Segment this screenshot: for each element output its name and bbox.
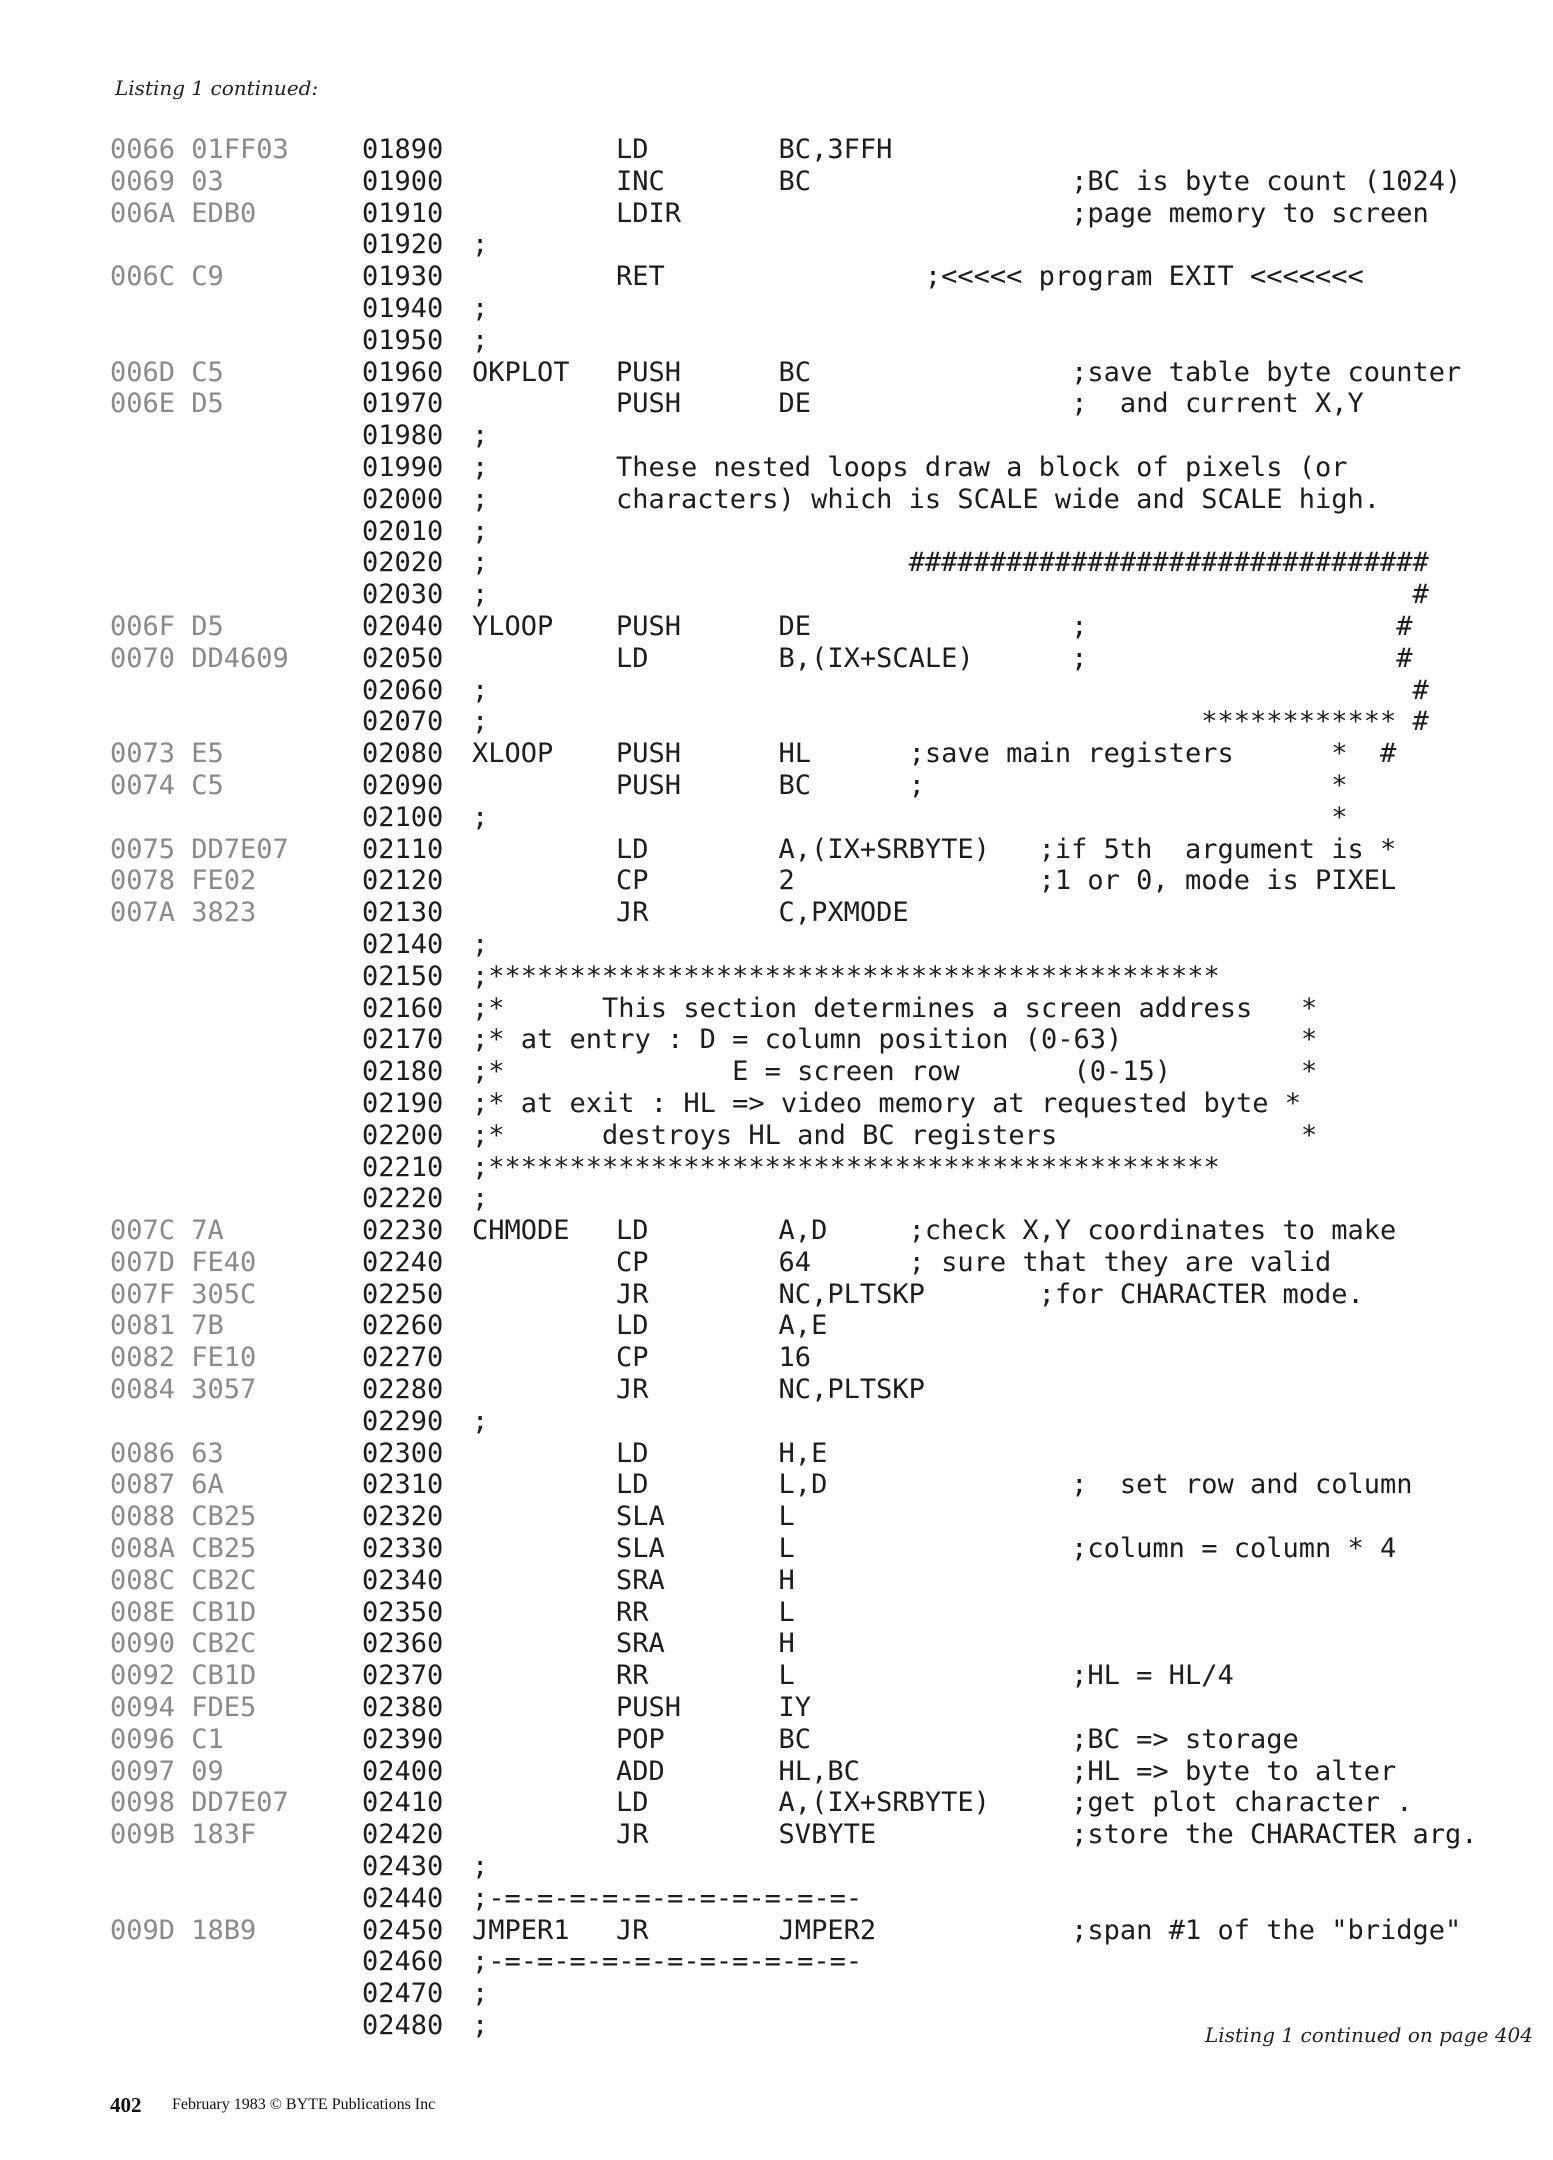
line-number: 02320 xyxy=(362,1501,444,1533)
address-code: 0097 09 xyxy=(110,1755,224,1787)
instruction-text: RR L xyxy=(616,1596,795,1628)
instruction-text: JR SVBYTE ;store the CHARACTER arg. xyxy=(616,1819,1478,1851)
listing-row xyxy=(108,198,1528,230)
label-field: OKPLOT xyxy=(472,356,570,388)
line-number: 02040 xyxy=(362,610,444,642)
instruction-text: SLA L xyxy=(616,1501,795,1533)
address-code: 0070 DD4609 xyxy=(110,642,289,674)
line-number: 02210 xyxy=(362,1151,444,1183)
instruction-text: ADD HL,BC ;HL => byte to alter xyxy=(616,1755,1397,1787)
listing-row xyxy=(108,1024,1528,1056)
label-field: ; xyxy=(472,801,489,833)
label-field: ; xyxy=(472,324,489,356)
instruction-text: LD A,(IX+SRBYTE) ;if 5th argument is * xyxy=(616,833,1397,865)
line-number: 02290 xyxy=(362,1405,444,1437)
address-code: 0084 3057 xyxy=(110,1374,257,1406)
label-field: ; xyxy=(472,1405,489,1437)
line-number: 02130 xyxy=(362,897,444,929)
address-code: 008E CB1D xyxy=(110,1596,257,1628)
instruction-text: PUSH BC ; * xyxy=(616,769,1348,801)
listing-row xyxy=(108,1756,1528,1788)
listing-row xyxy=(108,1533,1528,1565)
line-number: 02360 xyxy=(362,1628,444,1660)
line-number: 02220 xyxy=(362,1183,444,1215)
address-code: 0086 63 xyxy=(110,1437,224,1469)
address-code: 0066 01FF03 xyxy=(110,134,289,165)
line-number: 02260 xyxy=(362,1310,444,1342)
label-field: ; xyxy=(472,515,489,547)
instruction-text: LD B,(IX+SCALE) ; # xyxy=(616,642,1413,674)
line-number: 02330 xyxy=(362,1533,444,1565)
address-code: 006D C5 xyxy=(110,356,224,388)
line-number: 02140 xyxy=(362,928,444,960)
label-field: ; xyxy=(472,1183,489,1215)
address-code: 0082 FE10 xyxy=(110,1342,257,1374)
listing-row xyxy=(108,484,1528,516)
listing-row xyxy=(108,1660,1528,1692)
line-number: 02120 xyxy=(362,865,444,897)
instruction-text: # xyxy=(616,674,1429,706)
address-code: 0092 CB1D xyxy=(110,1660,257,1692)
line-number: 02380 xyxy=(362,1692,444,1724)
instruction-text: ************ # xyxy=(616,706,1429,738)
instruction-text: * xyxy=(616,801,1348,833)
listing-row xyxy=(108,420,1528,452)
label-field: ; xyxy=(472,547,489,579)
listing-row xyxy=(108,929,1528,961)
listing-row xyxy=(108,1565,1528,1597)
line-number: 02480 xyxy=(362,2010,444,2042)
listing-row xyxy=(108,1787,1528,1819)
listing-row xyxy=(108,770,1528,802)
listing-row xyxy=(108,643,1528,675)
address-code: 008C CB2C xyxy=(110,1564,257,1596)
line-number: 02270 xyxy=(362,1342,444,1374)
line-number: 02000 xyxy=(362,483,444,515)
instruction-text: PUSH DE ; and current X,Y xyxy=(616,388,1364,420)
listing-row xyxy=(108,1692,1528,1724)
address-code: 008A CB25 xyxy=(110,1533,257,1565)
label-field: ;********************************************* xyxy=(472,960,1220,992)
address-code: 0087 6A xyxy=(110,1469,224,1501)
instruction-text: PUSH HL ;save main registers * # xyxy=(616,738,1397,770)
address-code: 0094 FDE5 xyxy=(110,1692,257,1724)
listing-row xyxy=(108,1247,1528,1279)
instruction-text: LD L,D ; set row and column xyxy=(616,1469,1413,1501)
label-field: ; xyxy=(472,579,489,611)
line-number: 01930 xyxy=(362,261,444,293)
line-number: 02200 xyxy=(362,1119,444,1151)
line-number: 02110 xyxy=(362,833,444,865)
line-number: 01990 xyxy=(362,451,444,483)
line-number: 01900 xyxy=(362,165,444,197)
listing-row xyxy=(108,897,1528,929)
listing-row xyxy=(108,293,1528,325)
line-number: 02030 xyxy=(362,579,444,611)
listing-row xyxy=(108,1724,1528,1756)
instruction-text: SLA L ;column = column * 4 xyxy=(616,1533,1397,1565)
instruction-text: LD A,E xyxy=(616,1310,828,1342)
address-code: 007D FE40 xyxy=(110,1246,257,1278)
listing-row xyxy=(108,611,1528,643)
instruction-text: LD H,E xyxy=(616,1437,828,1469)
line-number: 02310 xyxy=(362,1469,444,1501)
instruction-text: JR JMPER2 ;span #1 of the "bridge" xyxy=(616,1914,1462,1946)
instruction-text: JR NC,PLTSKP ;for CHARACTER mode. xyxy=(616,1278,1364,1310)
listing-row xyxy=(108,675,1528,707)
listing-row xyxy=(108,452,1528,484)
line-number: 01980 xyxy=(362,420,444,452)
label-field: ; xyxy=(472,928,489,960)
listing-row xyxy=(108,1915,1528,1947)
listing-row xyxy=(108,706,1528,738)
line-number: 02280 xyxy=(362,1374,444,1406)
listing-row xyxy=(108,1851,1528,1883)
listing-row xyxy=(108,1088,1528,1120)
listing-row xyxy=(108,1438,1528,1470)
instruction-text: PUSH DE ; # xyxy=(616,610,1413,642)
listing-row xyxy=(108,1628,1528,1660)
line-number: 02370 xyxy=(362,1660,444,1692)
listing-row xyxy=(108,1597,1528,1629)
instruction-text: LD A,D ;check X,Y coordinates to make xyxy=(616,1215,1397,1247)
address-code: 0081 7B xyxy=(110,1310,224,1342)
line-number: 02190 xyxy=(362,1087,444,1119)
address-code: 007A 3823 xyxy=(110,897,257,929)
listing-row xyxy=(108,388,1528,420)
line-number: 01960 xyxy=(362,356,444,388)
line-number: 02230 xyxy=(362,1215,444,1247)
code-listing xyxy=(108,134,1528,2042)
label-field: XLOOP xyxy=(472,738,554,770)
listing-row xyxy=(108,357,1528,389)
label-field: ; xyxy=(472,1978,489,2010)
line-number: 02400 xyxy=(362,1755,444,1787)
instruction-text: characters) which is SCALE wide and SCALE high. xyxy=(616,483,1381,515)
listing-row xyxy=(108,1279,1528,1311)
line-number: 02100 xyxy=(362,801,444,833)
line-number: 02470 xyxy=(362,1978,444,2010)
line-number: 02240 xyxy=(362,1246,444,1278)
line-number: 02460 xyxy=(362,1946,444,1978)
line-number: 01950 xyxy=(362,324,444,356)
line-number: 01910 xyxy=(362,197,444,229)
listing-caption: Listing 1 continued: xyxy=(115,76,319,100)
listing-row xyxy=(108,1310,1528,1342)
listing-row xyxy=(108,229,1528,261)
address-code: 006C C9 xyxy=(110,261,224,293)
listing-row xyxy=(108,516,1528,548)
listing-row xyxy=(108,547,1528,579)
listing-row xyxy=(108,1183,1528,1215)
label-field: ; xyxy=(472,706,489,738)
continued-note: Listing 1 continued on page 404 xyxy=(1205,2023,1533,2047)
instruction-text: SRA H xyxy=(616,1564,795,1596)
label-field: ;* E = screen row (0-15) * xyxy=(472,1056,1318,1088)
label-field: ; xyxy=(472,1851,489,1883)
instruction-text: LD A,(IX+SRBYTE) ;get plot character . xyxy=(616,1787,1413,1819)
instruction-text: These nested loops draw a block of pixels (or xyxy=(616,451,1348,483)
address-code: 0096 C1 xyxy=(110,1723,224,1755)
listing-row xyxy=(108,579,1528,611)
publication-credit: February 1983 © BYTE Publications Inc xyxy=(172,2096,436,2113)
listing-row xyxy=(108,961,1528,993)
line-number: 02440 xyxy=(362,1882,444,1914)
instruction-text: CP 16 xyxy=(616,1342,812,1374)
line-number: 02390 xyxy=(362,1723,444,1755)
instruction-text: RET ;<<<<< program EXIT <<<<<<< xyxy=(616,261,1364,293)
listing-row xyxy=(108,865,1528,897)
label-field: ;-=-=-=-=-=-=-=-=-=-=-=- xyxy=(472,1882,863,1914)
listing-row xyxy=(108,261,1528,293)
instruction-text: PUSH IY xyxy=(616,1692,812,1724)
label-field: ; xyxy=(472,451,489,483)
address-code: 0088 CB25 xyxy=(110,1501,257,1533)
line-number: 02160 xyxy=(362,992,444,1024)
listing-row xyxy=(108,1120,1528,1152)
line-number: 02090 xyxy=(362,769,444,801)
listing-row xyxy=(108,1374,1528,1406)
listing-row xyxy=(108,802,1528,834)
line-number: 02340 xyxy=(362,1564,444,1596)
instruction-text: # xyxy=(616,579,1429,611)
label-field: CHMODE xyxy=(472,1215,570,1247)
address-code: 006E D5 xyxy=(110,388,224,420)
label-field: ;********************************************* xyxy=(472,1151,1220,1183)
line-number: 02300 xyxy=(362,1437,444,1469)
line-number: 02450 xyxy=(362,1914,444,1946)
instruction-text: ################################ xyxy=(616,547,1429,579)
instruction-text: POP BC ;BC => storage xyxy=(616,1723,1299,1755)
line-number: 02150 xyxy=(362,960,444,992)
line-number: 01970 xyxy=(362,388,444,420)
line-number: 02080 xyxy=(362,738,444,770)
instruction-text: SRA H xyxy=(616,1628,795,1660)
listing-row xyxy=(108,993,1528,1025)
address-code: 0075 DD7E07 xyxy=(110,833,289,865)
listing-row xyxy=(108,1946,1528,1978)
address-code: 009B 183F xyxy=(110,1819,257,1851)
line-number: 02050 xyxy=(362,642,444,674)
listing-row xyxy=(108,1215,1528,1247)
line-number: 02180 xyxy=(362,1056,444,1088)
address-code: 007F 305C xyxy=(110,1278,257,1310)
instruction-text: INC BC ;BC is byte count (1024) xyxy=(616,165,1462,197)
line-number: 01890 xyxy=(362,134,444,165)
instruction-text: CP 64 ; sure that they are valid xyxy=(616,1246,1332,1278)
line-number: 02010 xyxy=(362,515,444,547)
label-field: ; xyxy=(472,420,489,452)
listing-row xyxy=(108,1883,1528,1915)
listing-row xyxy=(108,1501,1528,1533)
instruction-text: JR NC,PLTSKP xyxy=(616,1374,925,1406)
address-code: 009D 18B9 xyxy=(110,1914,257,1946)
label-field: ; xyxy=(472,483,489,515)
label-field: ; xyxy=(472,292,489,324)
address-code: 0069 03 xyxy=(110,165,224,197)
listing-row xyxy=(108,1342,1528,1374)
address-code: 0074 C5 xyxy=(110,769,224,801)
line-number: 02350 xyxy=(362,1596,444,1628)
line-number: 02070 xyxy=(362,706,444,738)
page-number: 402 xyxy=(110,2093,142,2117)
address-code: 0078 FE02 xyxy=(110,865,257,897)
instruction-text: LDIR ;page memory to screen xyxy=(616,197,1429,229)
instruction-text: PUSH BC ;save table byte counter xyxy=(616,356,1462,388)
listing-row xyxy=(108,1819,1528,1851)
address-code: 006A EDB0 xyxy=(110,197,257,229)
line-number: 02170 xyxy=(362,1024,444,1056)
instruction-text: JR C,PXMODE xyxy=(616,897,909,929)
instruction-text: LD BC,3FFH xyxy=(616,134,893,165)
listing-row xyxy=(108,1469,1528,1501)
listing-row xyxy=(108,134,1528,166)
address-code: 007C 7A xyxy=(110,1215,224,1247)
label-field: ;-=-=-=-=-=-=-=-=-=-=-=- xyxy=(472,1946,863,1978)
line-number: 01940 xyxy=(362,292,444,324)
address-code: 006F D5 xyxy=(110,610,224,642)
address-code: 0098 DD7E07 xyxy=(110,1787,289,1819)
listing-row xyxy=(108,1406,1528,1438)
listing-row xyxy=(108,738,1528,770)
label-field: ;* at exit : HL => video memory at requested byte * xyxy=(472,1087,1302,1119)
label-field: ; xyxy=(472,674,489,706)
label-field: JMPER1 xyxy=(472,1914,570,1946)
instruction-text: CP 2 ;1 or 0, mode is PIXEL xyxy=(616,865,1397,897)
line-number: 01920 xyxy=(362,229,444,261)
address-code: 0090 CB2C xyxy=(110,1628,257,1660)
label-field: ;* at entry : D = column position (0-63) * xyxy=(472,1024,1318,1056)
line-number: 02020 xyxy=(362,547,444,579)
listing-row xyxy=(108,1152,1528,1184)
line-number: 02410 xyxy=(362,1787,444,1819)
listing-row xyxy=(108,1056,1528,1088)
listing-row xyxy=(108,834,1528,866)
listing-row xyxy=(108,1978,1528,2010)
instruction-text: RR L ;HL = HL/4 xyxy=(616,1660,1234,1692)
label-field: ; xyxy=(472,2010,489,2042)
label-field: ;* destroys HL and BC registers * xyxy=(472,1119,1318,1151)
listing-row xyxy=(108,166,1528,198)
address-code: 0073 E5 xyxy=(110,738,224,770)
line-number: 02430 xyxy=(362,1851,444,1883)
line-number: 02420 xyxy=(362,1819,444,1851)
line-number: 02060 xyxy=(362,674,444,706)
label-field: YLOOP xyxy=(472,610,554,642)
listing-row xyxy=(108,325,1528,357)
label-field: ;* This section determines a screen address * xyxy=(472,992,1318,1024)
label-field: ; xyxy=(472,229,489,261)
line-number: 02250 xyxy=(362,1278,444,1310)
